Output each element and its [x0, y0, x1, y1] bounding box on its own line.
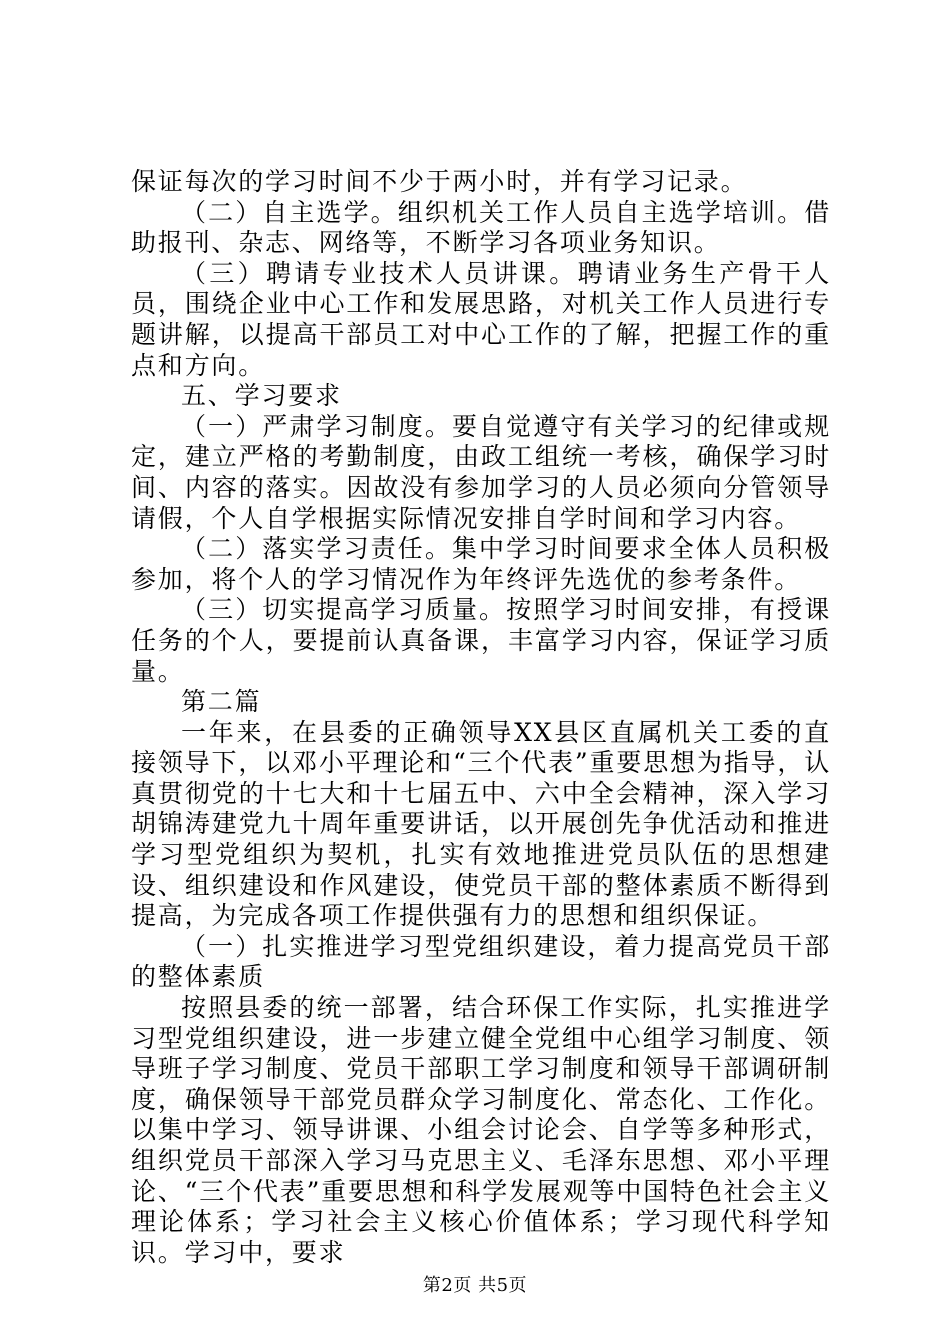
paragraph: （二）自主选学。组织机关工作人员自主选学培训。借助报刊、杂志、网络等，不断学习各项业务知识。 — [131, 197, 831, 258]
page-footer — [0, 1271, 950, 1297]
paragraph: 保证每次的学习时间不少于两小时，并有学习记录。 — [131, 167, 748, 196]
section-heading: 五、学习要求 — [181, 381, 342, 411]
paragraph: （一）严肃学习制度。要自觉遵守有关学习的纪律或规定，建立严格的考勤制度，由政工组统一考核，确保学习时间、内容的落实。因故没有参加学习的人员必须向分管领导请假，个人自学根据实际情况安排自学时间和学习内容。 — [131, 411, 831, 533]
paragraph: 按照县委的统一部署，结合环保工作实际，扎实推进学习型党组织建设，进一步建立健全党组中心组学习制度、领导班子学习制度、党员干部职工学习制度和领导干部调研制度，确保领导干部党员群众学习制度化、常态化、工作化。以集中学习、领导讲课、小组会讨论会、自学等多种形式，组织党员干部深入学习马克思主义、毛泽东思想、邓小平理论、“三个代表”重要思想和科学发展观等中国特色社会主义理论体系；学习社会主义核心价值体系；学习现代科学知识。学习中，要求 — [131, 993, 831, 1267]
paragraph: （二）落实学习责任。集中学习时间要求全体人员积极参加，将个人的学习情况作为年终评先选优的参考条件。 — [131, 534, 831, 594]
paragraph: 一年来，在县委的正确领导XX县区直属机关工委的直接领导下，以邓小平理论和“三个代表”重要思想为指导，认真贯彻党的十七大和十七届五中、六中全会精神，深入学习胡锦涛建党九十周年重要讲话，以开展创先争优活动和推进学习型党组织为契机，扎实有效地推进党员队伍的思想建设、组织建设和作风建设，使党员干部的整体素质不断得到提高，为完成各项工作提供强有力的思想和组织保证。 — [131, 717, 831, 931]
section-heading: （一）扎实推进学习型党组织建设，着力提高党员干部的整体素质 — [131, 931, 831, 992]
section-heading: 第二篇 — [181, 687, 262, 717]
paragraph: （三）切实提高学习质量。按照学习时间安排，有授课任务的个人，要提前认真备课，丰富学习内容，保证学习质量。 — [131, 595, 831, 686]
paragraph: （三）聘请专业技术人员讲课。聘请业务生产骨干人员，围绕企业中心工作和发展思路，对机关工作人员进行专题讲解，以提高干部员工对中心工作的了解，把握工作的重点和方向。 — [131, 258, 831, 380]
page-number: 第2页 共5页 — [422, 1275, 528, 1296]
document-body — [131, 167, 831, 1268]
